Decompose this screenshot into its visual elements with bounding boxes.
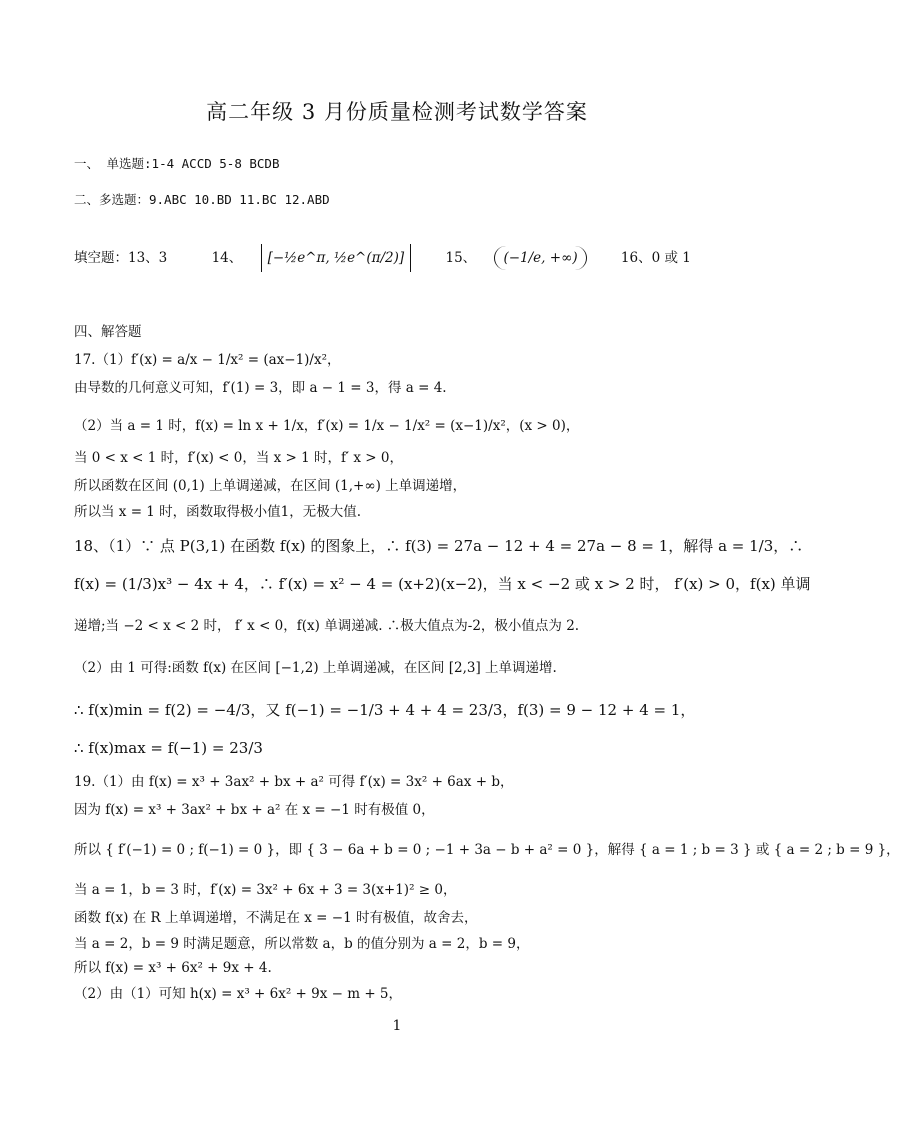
q19-line-2: 因为 f(x) = x³ + 3ax² + bx + a² 在 x = −1 时有极值 0， bbox=[74, 802, 435, 818]
q19-line-8: （2）由（1）可知 h(x) = x³ + 6x² + 9x − m + 5， bbox=[74, 986, 403, 1002]
multi-choice-answers: 二、多选题：9.ABC 10.BD 11.BC 12.ABD bbox=[74, 192, 330, 207]
q19-line-3: 所以 { f′(−1) = 0 ; f(−1) = 0 }，即 { 3 − 6a + b = 0 ; −1 + 3a − b + a² = 0 }，解得 { a = 1 ; b = 3 } 或 { a = 2 ; b = 9 }， bbox=[74, 842, 900, 858]
single-choice-answers: 一、 单选题:1-4 ACCD 5-8 BCDB bbox=[74, 156, 280, 171]
q17-line-5: 所以函数在区间 (0,1) 上单调递减，在区间 (1,+∞) 上单调递增， bbox=[74, 478, 467, 494]
q19-line-6: 当 a = 2，b = 9 时满足题意，所以常数 a，b 的值分别为 a = 2，b = 9， bbox=[74, 936, 530, 952]
q14-answer: [−½e^π, ½e^(π/2)] bbox=[261, 244, 412, 272]
fill-in-answers bbox=[74, 244, 701, 272]
q15-answer: (−1/e, +∞) bbox=[494, 246, 586, 270]
q17-line-4: 当 0 < x < 1 时，f′(x) < 0，当 x > 1 时，f′ x > 0， bbox=[74, 450, 403, 466]
page-number: 1 bbox=[392, 1018, 402, 1034]
q17-line-6: 所以当 x = 1 时，函数取得极小值1，无极大值. bbox=[74, 504, 362, 520]
q18-line-6: ∴ f(x)max = f(−1) = 23/3 bbox=[74, 739, 263, 757]
document-title: 高二年级 3 月份质量检测考试数学答案 bbox=[206, 100, 588, 124]
q19-line-1: 19.（1）由 f(x) = x³ + 3ax² + bx + a² 可得 f′(x) = 3x² + 6ax + b， bbox=[74, 774, 514, 790]
q19-line-5: 函数 f(x) 在 R 上单调递增，不满足在 x = −1 时有极值，故舍去， bbox=[74, 910, 478, 926]
q19-line-4: 当 a = 1，b = 3 时，f′(x) = 3x² + 6x + 3 = 3(x+1)² ≥ 0， bbox=[74, 882, 457, 898]
q18-line-4: （2）由 1 可得:函数 f(x) 在区间 [−1,2) 上单调递减，在区间 [2,3] 上单调递增. bbox=[74, 660, 557, 676]
q19-line-7: 所以 f(x) = x³ + 6x² + 9x + 4. bbox=[74, 960, 272, 976]
q18-line-2: f(x) = (1/3)x³ − 4x + 4，∴ f′(x) = x² − 4 = (x+2)(x−2)，当 x < −2 或 x > 2 时， f′(x) > 0，f(x) 单调 bbox=[74, 575, 811, 593]
q17-line-2: 由导数的几何意义可知，f′(1) = 3，即 a − 1 = 3，得 a = 4. bbox=[74, 380, 447, 396]
q15-label: 15、 bbox=[445, 250, 477, 266]
q18-line-5: ∴ f(x)min = f(2) = −4/3，又 f(−1) = −1/3 + 4 + 4 = 23/3，f(3) = 9 − 12 + 4 = 1， bbox=[74, 701, 696, 719]
q17-line-3: （2）当 a = 1 时，f(x) = ln x + 1/x，f′(x) = 1/x − 1/x² = (x−1)/x²，(x > 0)， bbox=[74, 418, 580, 434]
section-heading-solutions: 四、解答题 bbox=[74, 324, 142, 340]
q18-line-3: 递增;当 −2 < x < 2 时， f′ x < 0，f(x) 单调递减. ∴极大值点为-2，极小值点为 2. bbox=[74, 618, 580, 634]
q14-label: 14、 bbox=[211, 250, 243, 266]
q13-answer: 填空题：13、3 bbox=[74, 250, 168, 266]
q16-answer: 16、0 或 1 bbox=[620, 250, 691, 266]
q17-line-1: 17.（1）f′(x) = a/x − 1/x² = (ax−1)/x²， bbox=[74, 352, 341, 368]
q18-line-1: 18、（1）∵ 点 P(3,1) 在函数 f(x) 的图象上，∴ f(3) = 27a − 12 + 4 = 27a − 8 = 1，解得 a = 1/3，∴ bbox=[74, 537, 804, 555]
